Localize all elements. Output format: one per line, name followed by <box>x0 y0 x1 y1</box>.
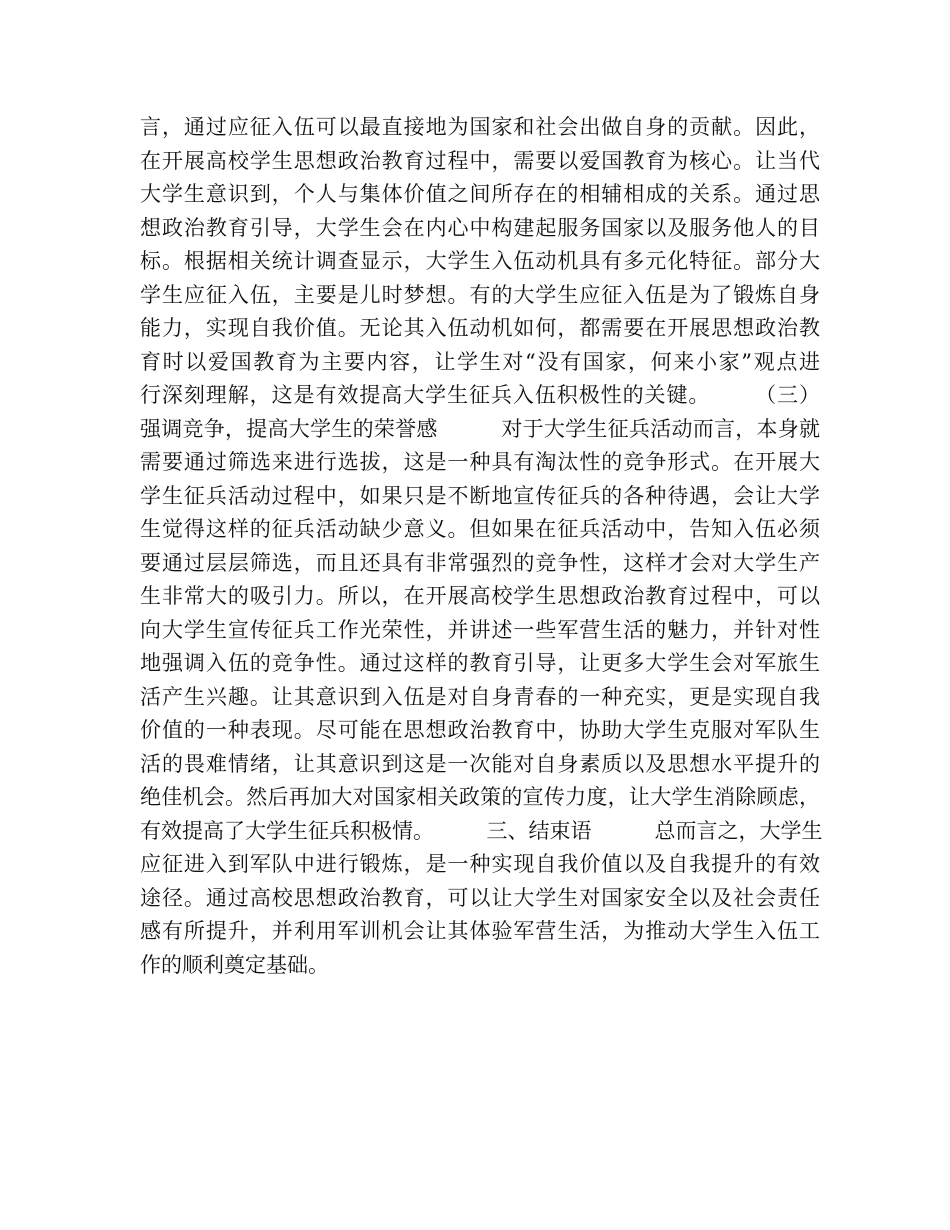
text-line: 生非常大的吸引力。所以，在开展高校学生思想政治教育过程中，可以 <box>140 584 820 608</box>
text-line: 在开展高校学生思想政治教育过程中，需要以爱国教育为核心。让当代 <box>140 148 820 173</box>
text-line: 地强调入伍的竞争性。通过这样的教育引导，让更多大学生会对军旅生 <box>140 651 820 675</box>
body-text <box>140 111 823 982</box>
text-line: 想政治教育引导，大学生会在内心中构建起服务国家以及服务他人的目 <box>140 215 820 240</box>
text-line: 作的顺利奠定基础。 <box>140 952 329 977</box>
text-line: 价值的一种表现。尽可能在思想政治教育中，协助大学生克服对军队生 <box>140 718 820 742</box>
text-line: 应征进入到军队中进行锻炼，是一种实现自我价值以及自我提升的有效 <box>140 852 820 876</box>
text-line: 大学生意识到，个人与集体价值之间所存在的相辅相成的关系。通过思 <box>140 182 820 206</box>
text-line: 学生应征入伍，主要是儿时梦想。有的大学生应征入伍是为了锻炼自身 <box>140 282 820 307</box>
text-line: 感有所提升，并利用军训机会让其体验军营生活，为推动大学生入伍工 <box>140 919 820 943</box>
text-line: 育时以爱国教育为主要内容，让学生对“没有国家，何来小家”观点进 <box>140 349 820 374</box>
text-line: 标。根据相关统计调查显示，大学生入伍动机具有多元化特征。部分大 <box>140 249 820 273</box>
text-line: 有效提高了大学生征兵积极情。 三、结束语 总而言之，大学生 <box>140 818 823 843</box>
text-line: 要通过层层筛选，而且还具有非常强烈的竞争性，这样才会对大学生产 <box>140 550 820 575</box>
text-line: 生觉得这样的征兵活动缺少意义。但如果在征兵活动中，告知入伍必须 <box>140 517 820 541</box>
text-line: 言，通过应征入伍可以最直接地为国家和社会出做自身的贡献。因此， <box>140 115 820 139</box>
text-line: 需要通过筛选来进行选拔，这是一种具有淘汰性的竞争形式。在开展大 <box>140 450 820 474</box>
text-line: 强调竞争，提高大学生的荣誉感 对于大学生征兵活动而言，本身就 <box>140 416 820 441</box>
text-line: 途径。通过高校思想政治教育，可以让大学生对国家安全以及社会责任 <box>140 885 820 910</box>
text-line: 能力，实现自我价值。无论其入伍动机如何，都需要在开展思想政治教 <box>140 316 820 340</box>
text-line: 活的畏难情绪，让其意识到这是一次能对自身素质以及思想水平提升的 <box>140 751 820 776</box>
text-line: 学生征兵活动过程中，如果只是不断地宣传征兵的各种待遇，会让大学 <box>140 483 820 508</box>
text-line: 向大学生宣传征兵工作光荣性，并讲述一些军营生活的魅力，并针对性 <box>140 617 820 642</box>
text-line: 绝佳机会。然后再加大对国家相关政策的宣传力度，让大学生消除顾虑， <box>140 785 820 809</box>
text-line: 行深刻理解，这是有效提高大学生征兵入伍积极性的关键。 （三） <box>140 383 820 407</box>
text-line: 活产生兴趣。让其意识到入伍是对自身青春的一种充实，更是实现自我 <box>140 684 820 709</box>
